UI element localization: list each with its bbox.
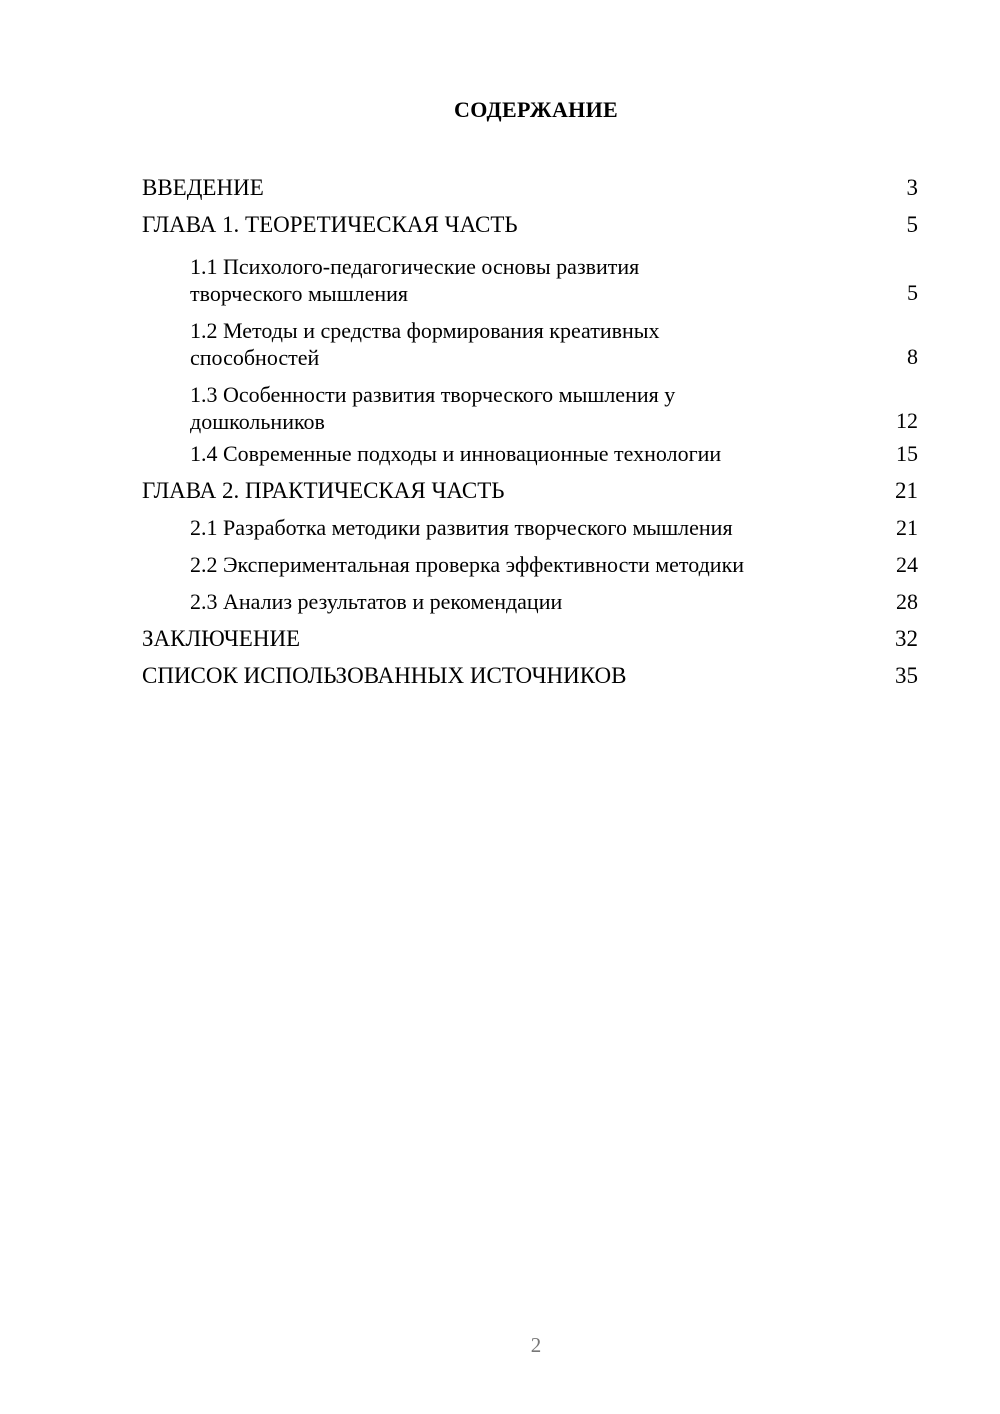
toc-entry-title: ГЛАВА 2. ПРАКТИЧЕСКАЯ ЧАСТЬ [142,478,505,503]
toc-entry-section-1-4[interactable] [142,435,918,472]
table-of-contents [142,169,918,694]
toc-entry-chapter-1[interactable] [142,206,918,243]
toc-entry-page: 24 [896,552,918,577]
toc-entry-section-1-3[interactable] [142,371,918,435]
toc-entry-page: 5 [907,280,918,305]
toc-entry-title: 1.3 Особенности развития творческого мышления у дошкольников [190,382,676,434]
toc-entry-introduction[interactable] [142,169,918,206]
toc-entry-section-2-2[interactable] [142,546,918,583]
toc-entry-title: 2.3 Анализ результатов и рекомендации [190,589,563,614]
toc-entry-page: 35 [895,663,918,688]
toc-entry-page: 5 [906,212,918,237]
toc-entry-title: 1.4 Современные подходы и инновационные технологии [190,441,722,466]
toc-entry-chapter-2[interactable] [142,472,918,509]
toc-entry-title: ЗАКЛЮЧЕНИЕ [142,626,301,651]
toc-entry-title: 1.1 Психолого-педагогические основы развития творческого мышления [190,254,640,306]
toc-entry-page: 12 [896,408,918,433]
toc-entry-section-1-2[interactable] [142,307,918,371]
toc-entry-title: ВВЕДЕНИЕ [142,175,264,200]
toc-entry-section-1-1[interactable] [142,243,918,307]
page-title: СОДЕРЖАНИЕ [454,97,618,122]
toc-entry-title: 1.2 Методы и средства формирования креативных способностей [190,318,660,370]
toc-entry-page: 15 [896,441,918,466]
toc-entry-page: 8 [907,344,918,369]
toc-entry-title: 2.2 Экспериментальная проверка эффективности методики [190,552,745,577]
toc-entry-page: 32 [895,626,918,651]
toc-entry-section-2-1[interactable] [142,509,918,546]
toc-entry-title: СПИСОК ИСПОЛЬЗОВАННЫХ ИСТОЧНИКОВ [142,663,627,688]
toc-entry-conclusion[interactable] [142,620,918,657]
toc-entry-title: ГЛАВА 1. ТЕОРЕТИЧЕСКАЯ ЧАСТЬ [142,212,518,237]
toc-entry-page: 28 [896,589,918,614]
toc-entry-page: 21 [896,515,918,540]
page-number: 2 [530,1333,542,1357]
toc-entry-references[interactable] [142,657,918,694]
toc-entry-page: 21 [895,478,918,503]
toc-entry-title: 2.1 Разработка методики развития творческого мышления [190,515,733,540]
toc-entry-page: 3 [906,175,918,200]
toc-entry-section-2-3[interactable] [142,583,918,620]
